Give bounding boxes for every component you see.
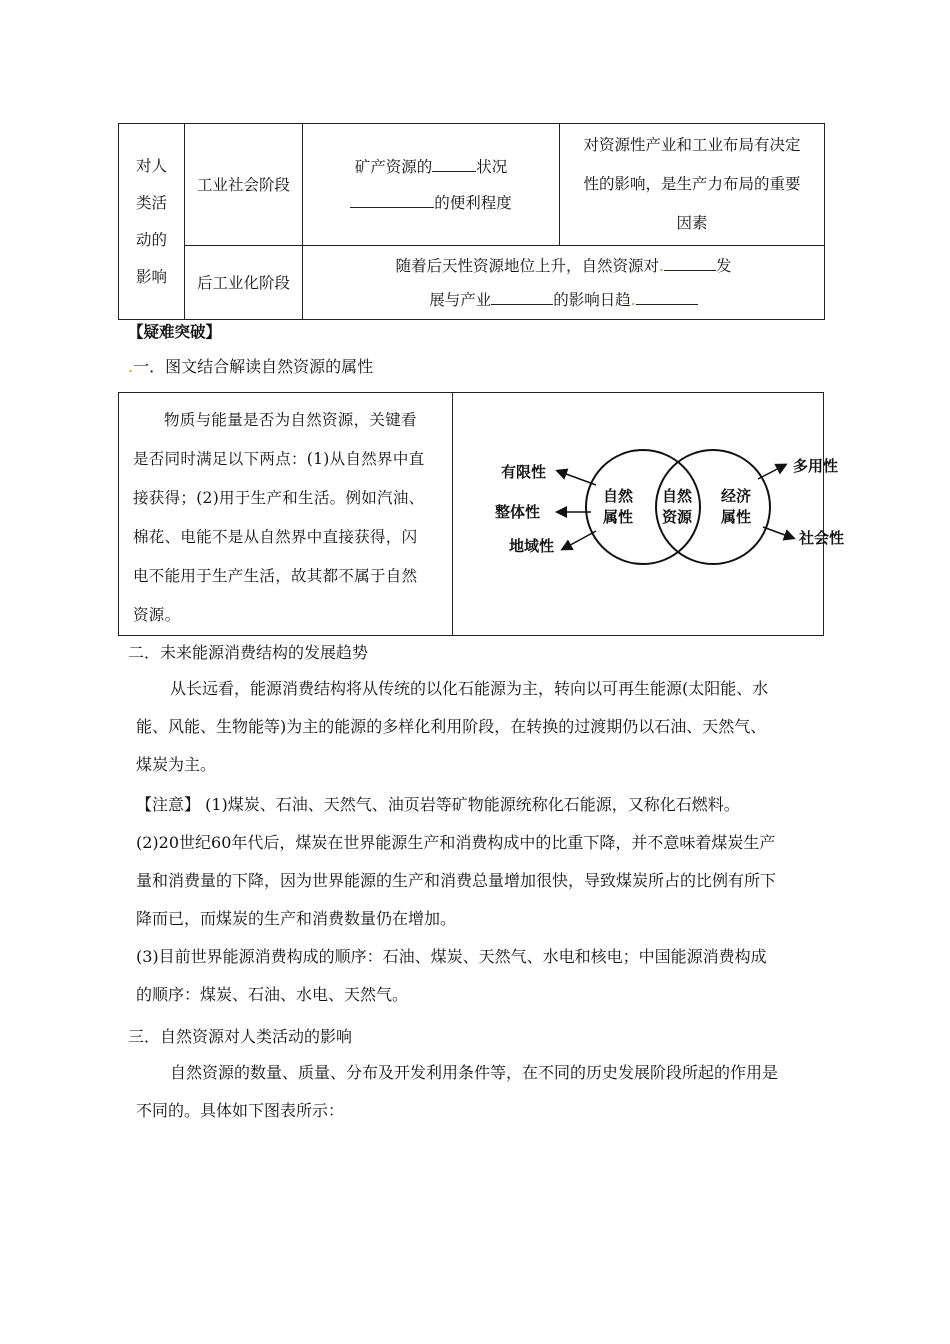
note-line: (3)目前世界能源消费构成的顺序：石油、煤炭、天然气、水电和核电；中国能源消费构成 [136,947,767,966]
arrow-social [763,527,793,538]
attributes-line: 棉花、电能不是从自然界中直接获得，闪 [133,528,418,546]
attributes-line: 是否同时满足以下两点：(1)从自然界中直 [133,450,425,468]
row-header-cell [119,124,185,320]
natural-attribute-circle [586,450,700,564]
section2-title: 二．未来能源消费结构的发展趋势 [128,643,369,662]
para-line: 自然资源的数量、质量、分布及开发利用条件等，在不同的历史发展阶段所起的作用是 [170,1063,779,1082]
difficulty-heading: 【疑难突破】 [128,322,222,341]
post-line2-mid: 的影响日趋 [553,290,631,309]
row-header-line: 对人 [135,156,167,175]
resource-influence-table [118,123,825,320]
center-line2: 资源 [662,508,693,526]
label-finite: 有限性 [501,463,547,481]
section2-paragraph [136,670,816,784]
attributes-line: 物质与能量是否为自然资源，关键看 [164,411,417,429]
factor2-suffix: 的便利程度 [434,193,512,212]
effect-line: 因素 [676,214,708,232]
post-line1-prefix: 随着后天性资源地位上升，自然资源对 [395,256,660,275]
para-line: 不同的。具体如下图表所示： [136,1101,345,1120]
row-header-line: 影响 [135,267,167,286]
yellow-dot: . [630,290,636,309]
note-line: (2)20世纪60年代后，煤炭在世界能源生产和消费构成中的比重下降，并不意味着煤炭生产 [136,833,776,852]
para-line: 煤炭为主。 [136,755,217,774]
post-industrial-desc-cell [303,246,825,320]
row-header-line: 动的 [135,230,167,249]
section3-title: 三．自然资源对人类活动的影响 [128,1027,353,1046]
left-circle-line1: 自然 [603,487,634,505]
attributes-box [118,392,845,636]
note-line: 的顺序：煤炭、石油、水电、天然气。 [136,985,409,1004]
economic-attribute-circle [656,450,770,564]
arrow-multiuse [758,465,785,479]
yellow-dot: . [659,256,664,275]
arrow-regional [563,531,596,549]
left-circle-line2: 属性 [603,508,634,526]
post-blank-3[interactable] [636,286,698,305]
note-line: 【注意】 (1)煤炭、石油、天然气、油页岩等矿物能源统称化石能源，又称化石燃料。 [136,795,740,814]
row-header-line: 类活 [135,193,167,212]
factor1-blank[interactable] [432,153,476,172]
para-line: 从长远看，能源消费结构将从传统的以化石能源为主，转向以可再生能源(太阳能、水 [170,679,769,698]
resource-attribute-diagram [453,393,845,635]
industrial-effect-cell [560,124,825,246]
industrial-stage-cell: 工业社会阶段 [185,124,303,246]
post-line1-suffix: 发 [715,256,732,275]
industrial-factor-cell [303,124,560,246]
attributes-text [133,401,445,635]
label-social: 社会性 [799,529,845,547]
note-line: 降而已，而煤炭的生产和消费数量仍在增加。 [136,909,457,928]
post-industrial-stage-cell: 后工业化阶段 [185,246,303,320]
attributes-line: 资源。 [133,606,181,624]
section1-title-row [128,352,373,382]
para-line: 能、风能、生物能等)为主的能源的多样化利用阶段，在转换的过渡期仍以石油、天然气、 [136,717,767,736]
label-regional: 地域性 [509,537,555,555]
section3-paragraph [136,1054,816,1130]
factor1-suffix: 状况 [476,157,508,176]
center-line1: 自然 [662,487,693,505]
attributes-line: 电不能用于生产生活，故其都不属于自然 [133,567,418,585]
factor2-blank[interactable] [350,189,434,208]
effect-line: 性的影响，是生产力布局的重要 [583,175,801,193]
label-integrity: 整体性 [495,503,541,521]
note-line: 量和消费量的下降，因为世界能源的生产和消费总量增加很快，导致煤炭所占的比例有所下 [136,871,777,890]
right-circle-line2: 属性 [721,508,752,526]
section2-notes [136,786,816,1014]
label-multiuse: 多用性 [793,457,839,475]
arrow-finite [558,471,596,485]
post-line2-prefix: 展与产业 [429,290,492,309]
section1-title: 一．图文结合解读自然资源的属性 [133,357,374,376]
yellow-dot: . [128,357,134,376]
factor1-prefix: 矿产资源的 [354,157,433,176]
post-blank-1[interactable] [664,252,716,271]
effect-line: 对资源性产业和工业布局有决定 [583,136,801,154]
attributes-line: 接获得；(2)用于生产和生活。例如汽油、 [133,489,425,507]
right-circle-line1: 经济 [721,487,752,505]
post-blank-2[interactable] [491,286,553,305]
